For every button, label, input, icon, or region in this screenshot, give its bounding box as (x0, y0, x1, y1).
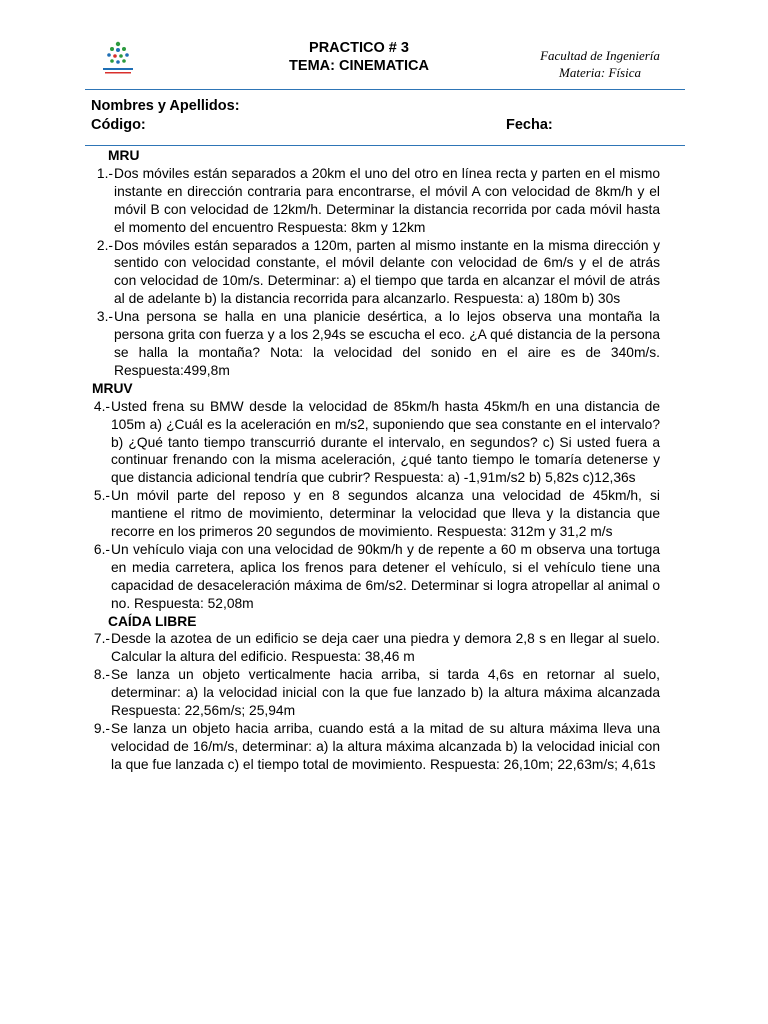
exercise-item (80, 237, 660, 309)
form-rule (85, 145, 685, 146)
exercise-item (80, 720, 660, 774)
exercise-list (80, 147, 660, 774)
exercise-number: 9.- (93, 721, 110, 736)
exercise-text: Usted frena su BMW desde la velocidad de 85km/h hasta 45km/h en una distancia de 105m a) ¿Cuál es la aceleración en m/s2, suponiendo que sea constante en el intervalo? b) ¿Qué tanto tiempo transcurrió durante el intervalo, en segundos? c) Si usted fuera a continuar frenando con la misma aceleración, ¿qué tanto tiempo le tomaría detenerse y que distancia adicional tendría que cubrir? Respuesta: a) -1,91m/s2 b) 5,82s c)12,36s (111, 398, 660, 486)
exercise-number: 1.- (96, 165, 113, 181)
exercise-number: 3.- (96, 309, 113, 325)
exercise-item (80, 666, 660, 720)
section-title-caida-libre: CAÍDA LIBRE (108, 613, 197, 629)
exercise-number: 8.- (93, 667, 110, 683)
exercise-item (80, 487, 660, 541)
exercise-text: Dos móviles están separados a 20km el uno del otro en línea recta y parten en el mismo instante en dirección contraria para encontrarse, el móvil A con velocidad de 8km/h y el móvil B con velocidad de 12km/h. Determinar la distancia recorrida por cada móvil hasta el momento del encuentro Respuesta: 8km y 12km (114, 165, 660, 235)
exercise-number: 5.- (93, 488, 110, 504)
exercise-number: 7.- (93, 631, 110, 647)
section-title-mruv: MRUV (92, 380, 133, 396)
exercise-text: Se lanza un objeto verticalmente hacia arriba, si tarda 4,6s en retornar al suelo, determinar: a) la velocidad inicial con la que fue lanzado b) la altura máxima alcanzada Respuesta: 22,56m/s; 25,94m (111, 667, 660, 719)
header-rule (85, 89, 685, 90)
exercise-item (80, 630, 660, 666)
exercise-text: Un vehículo viaja con una velocidad de 90km/h y de repente a 60 m observa una tortuga en media carretera, aplica los frenos para detener el vehículo, si el vehículo tiene una capacidad de desaceleración máxima de 6m/s2. Determinar si logra atropellar al animal o no. Respuesta: 52,08m (111, 541, 660, 611)
exercise-text: Un móvil parte del reposo y en 8 segundos alcanza una velocidad de 45km/h, si mantiene el ritmo de movimiento, determinar la velocidad que lleva y la distancia que recorre en los primeros 20 segundos de movimiento. Respuesta: 312m y 31,2 m/s (111, 488, 660, 540)
exercise-item (80, 541, 660, 613)
date-label: Fecha: (506, 117, 553, 133)
exercise-text: Se lanza un objeto hacia arriba, cuando está a la mitad de su altura máxima lleva una velocidad de 16/m/s, determinar: a) la altura máxima alcanzada b) la velocidad inicial con la que fue lanzada c) el tiempo total de movimiento. Respuesta: 26,10m; 22,63m/s; 4,61s (111, 721, 660, 772)
names-label: Nombres y Apellidos: (91, 98, 240, 114)
university-logo (98, 40, 138, 78)
document-title: PRACTICO # 3 (309, 40, 409, 56)
exercise-text: Una persona se halla en una planicie desértica, a lo lejos observa una montaña la persona grita con fuerza y a los 2,94s se escucha el eco. ¿A qué distancia de la persona se halla la montaña? Nota: la velocidad del sonido en el aire es de 340m/s. Respuesta:499,8m (114, 309, 660, 378)
faculty-name: Facultad de Ingeniería (540, 48, 660, 63)
exercise-text: Dos móviles están separados a 120m, parten al mismo instante en la misma dirección y sentido con velocidad constante, el móvil delante con velocidad de 6m/s y el de atrás con velocidad de 10m/s. Determinar: a) el tiempo que tarda en alcanzar el móvil de atrás al de adelante b) la distancia recorrida para alcanzarlo. Respuesta: a) 180m b) 30s (114, 237, 660, 307)
exercise-number: 2.- (96, 237, 113, 253)
exercise-text: Desde la azotea de un edificio se deja caer una piedra y demora 2,8 s en llegar al suelo. Calcular la altura del edificio. Respuesta: 38,46 m (111, 631, 660, 665)
exercise-item (80, 398, 660, 488)
faculty-block (520, 47, 680, 81)
subject-name: Materia: Física (559, 65, 641, 80)
exercise-number: 6.- (93, 541, 110, 557)
exercise-number: 4.- (93, 398, 110, 414)
section-title-mru: MRU (108, 148, 140, 163)
code-label: Código: (91, 117, 146, 133)
document-topic: TEMA: CINEMATICA (289, 58, 429, 74)
exercise-item (80, 308, 660, 380)
exercise-item (80, 165, 660, 237)
